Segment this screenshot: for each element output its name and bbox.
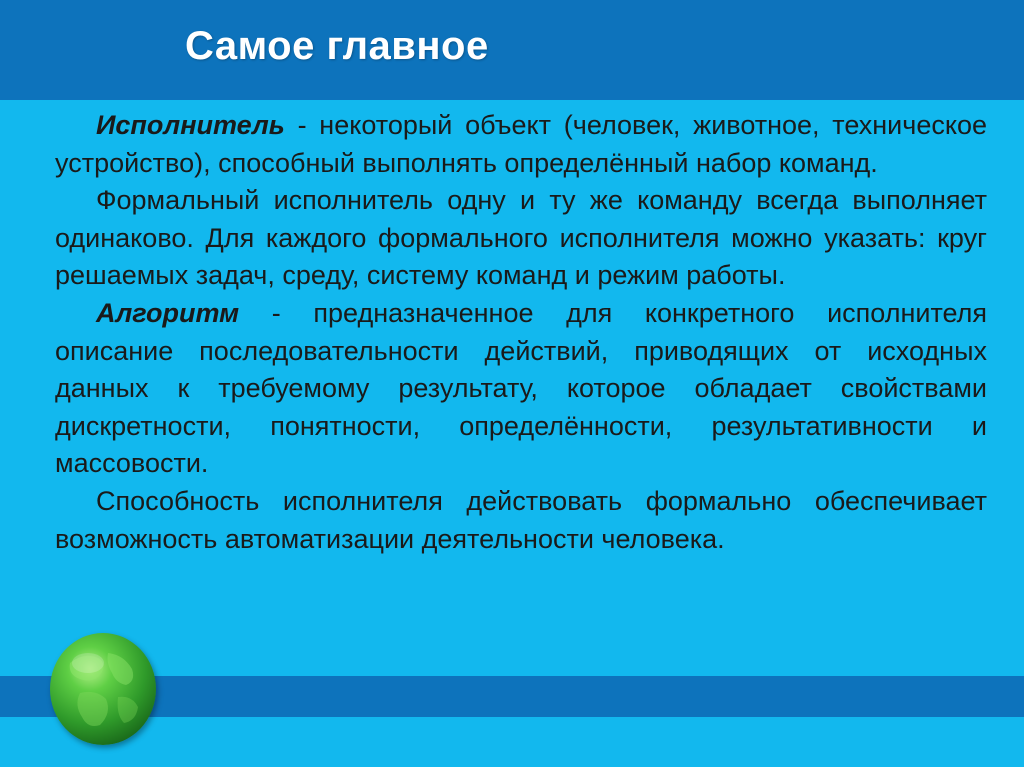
paragraph-executor <box>55 107 987 182</box>
paragraph-algorithm <box>55 295 987 483</box>
paragraph-automation <box>55 483 987 558</box>
slide-content <box>55 107 987 558</box>
green-globe-icon <box>50 633 156 745</box>
term-executor: Исполнитель <box>96 110 285 140</box>
title-bar <box>0 0 1024 100</box>
paragraph-automation-text: Способность исполнителя действовать формально обеспечивает возможность автоматизации деятельности человека. <box>55 485 987 554</box>
paragraph-formal-executor <box>55 182 987 295</box>
paragraph-executor-text: - некоторый объект (человек, животное, техническое устройство), способный выполнять определённый набор команд. <box>55 110 987 178</box>
term-algorithm: Алгоритм <box>96 297 240 328</box>
paragraph-algorithm-text: - предназначенное для конкретного исполнителя описание последовательности действий, приводящих от исходных данных к требуемому результату, которое обладает свойствами дискретности, понятности, определённости, результативности и массовости. <box>55 297 987 479</box>
slide-title: Самое главное <box>185 24 489 68</box>
paragraph-formal-executor-text: Формальный исполнитель одну и ту же команду всегда выполняет одинаково. Для каждого формального исполнителя можно указать: круг решаемых задач, среду, систему команд и режим работы. <box>55 185 987 291</box>
